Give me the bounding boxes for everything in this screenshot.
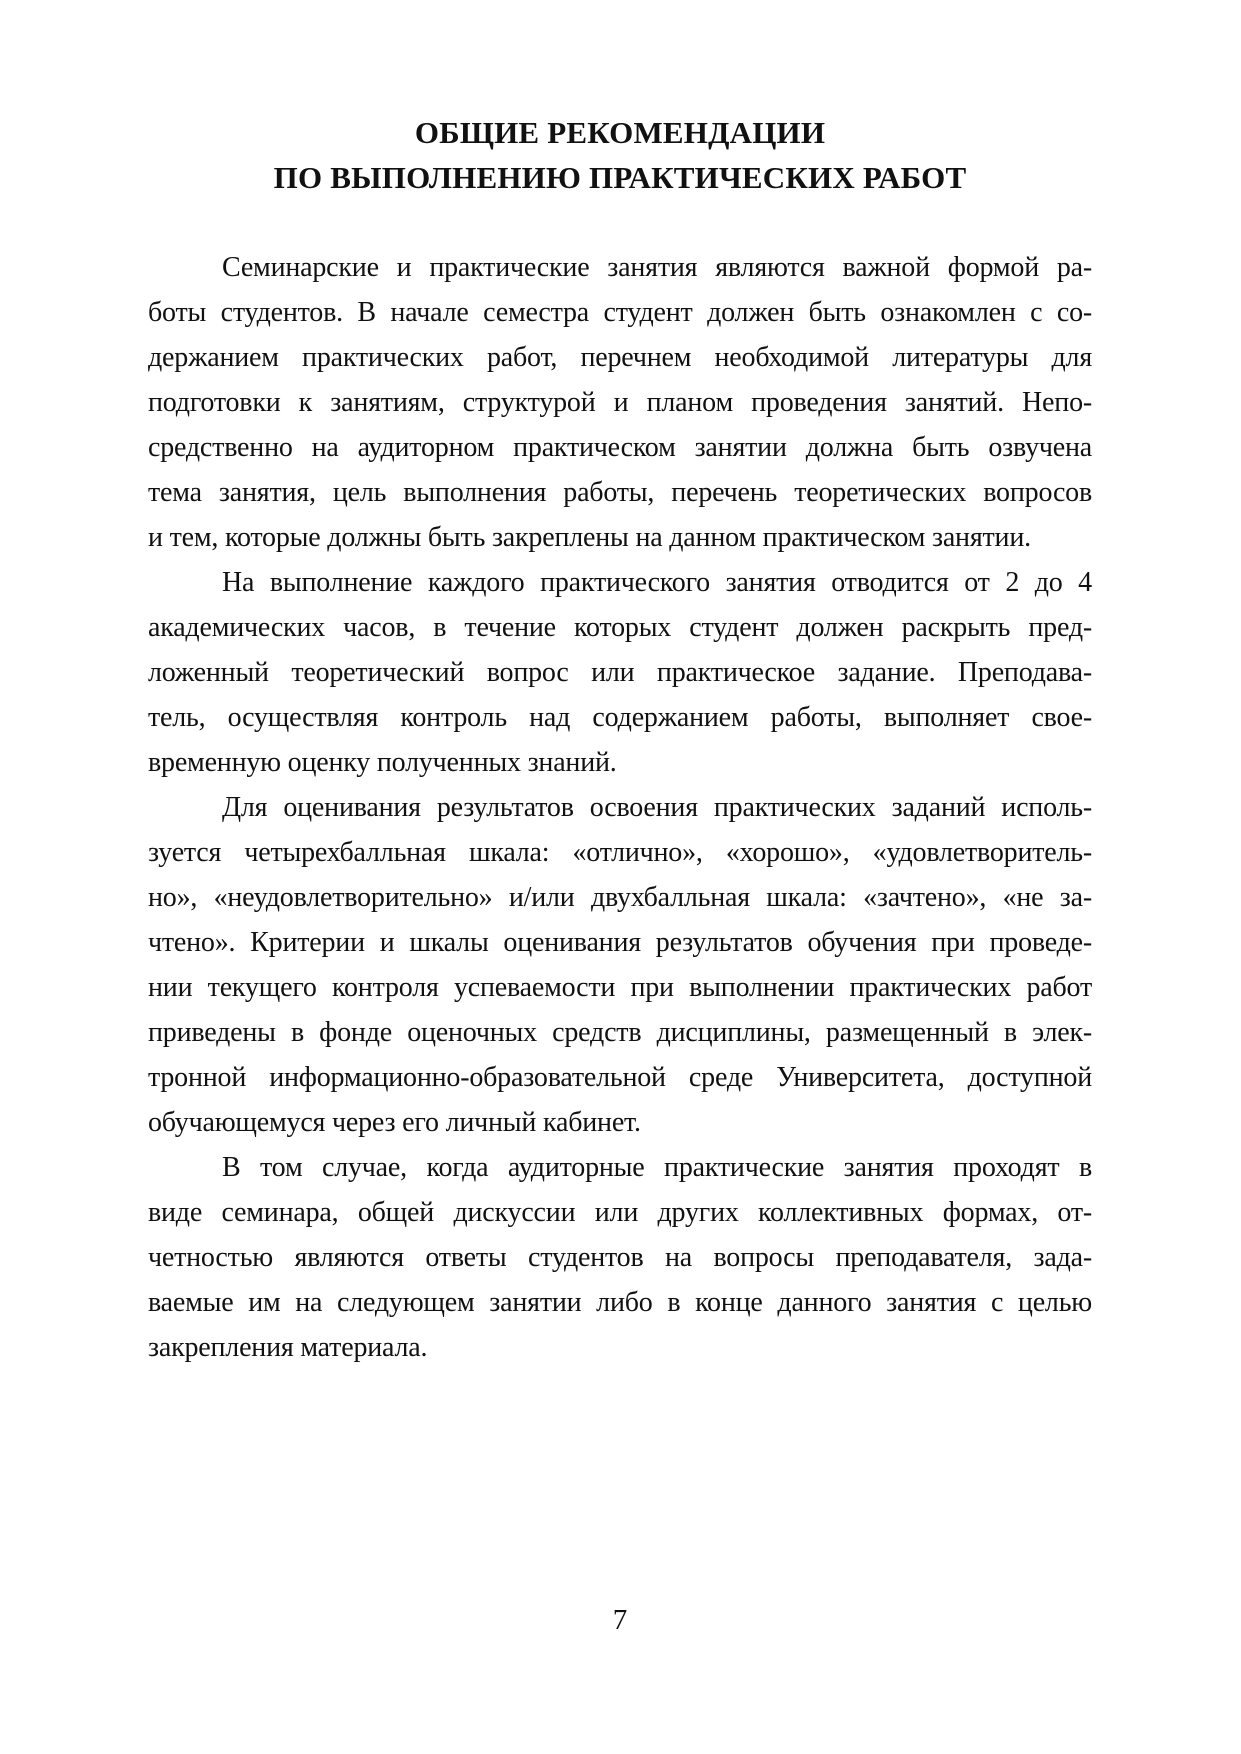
text-line: зуется четырехбалльная шкала: «отлично», «хорошо», «удовлетворитель- [148,837,1092,868]
text-line: держанием практических работ, перечнем необходимой литературы для [148,342,1092,373]
text-line: подготовки к занятиям, структурой и планом проведения занятий. Непо- [148,387,1092,418]
text-line: чтено». Критерии и шкалы оценивания результатов обучения при проведе- [148,927,1092,958]
paragraph [148,785,1092,1145]
text-line: В том случае, когда аудиторные практические занятия проходят в [222,1152,1092,1183]
text-line: ваемые им на следующем занятии либо в конце данного занятия с целью [148,1287,1092,1318]
text-line: приведены в фонде оценочных средств дисциплины, размещенный в элек- [148,1017,1092,1048]
paragraph [148,560,1092,785]
text-line: тель, осуществляя контроль над содержанием работы, выполняет свое- [148,702,1092,733]
text-line: нии текущего контроля успеваемости при выполнении практических работ [148,972,1092,1003]
paragraph [148,1145,1092,1370]
text-line: академических часов, в течение которых студент должен раскрыть пред- [148,612,1092,643]
text-line: средственно на аудиторном практическом занятии должна быть озвучена [148,432,1092,463]
text-line: временную оценку полученных знаний. [148,747,617,778]
page-content [148,110,1092,1370]
text-line: закрепления материала. [148,1332,428,1363]
text-line: виде семинара, общей дискуссии или других коллективных формах, от- [148,1197,1092,1228]
text-line: Семинарские и практические занятия являются важной формой ра- [222,252,1092,283]
document-body [148,245,1092,1370]
title-line: ПО ВЫПОЛНЕНИЮ ПРАКТИЧЕСКИХ РАБОТ [273,160,967,195]
text-line: четностью являются ответы студентов на вопросы преподавателя, зада- [148,1242,1092,1273]
text-line: обучающемуся через его личный кабинет. [148,1107,641,1138]
text-line: На выполнение каждого практического занятия отводится от 2 до 4 [222,567,1092,598]
paragraph [148,245,1092,560]
text-line: Для оценивания результатов освоения практических заданий исполь- [222,792,1092,823]
text-line: но», «неудовлетворительно» и/или двухбалльная шкала: «зачтено», «не за- [148,882,1092,913]
text-line: тема занятия, цель выполнения работы, перечень теоретических вопросов [148,477,1092,508]
text-line: и тем, которые должны быть закреплены на данном практическом занятии. [148,522,1031,553]
title-line: ОБЩИЕ РЕКОМЕНДАЦИИ [414,115,826,150]
document-title [148,110,1092,200]
text-line: ложенный теоретический вопрос или практическое задание. Преподава- [148,657,1092,688]
page-number: 7 [612,1604,628,1636]
text-line: боты студентов. В начале семестра студент должен быть ознакомлен с со- [148,297,1092,328]
text-line: тронной информационно-образовательной среде Университета, доступной [148,1062,1092,1093]
